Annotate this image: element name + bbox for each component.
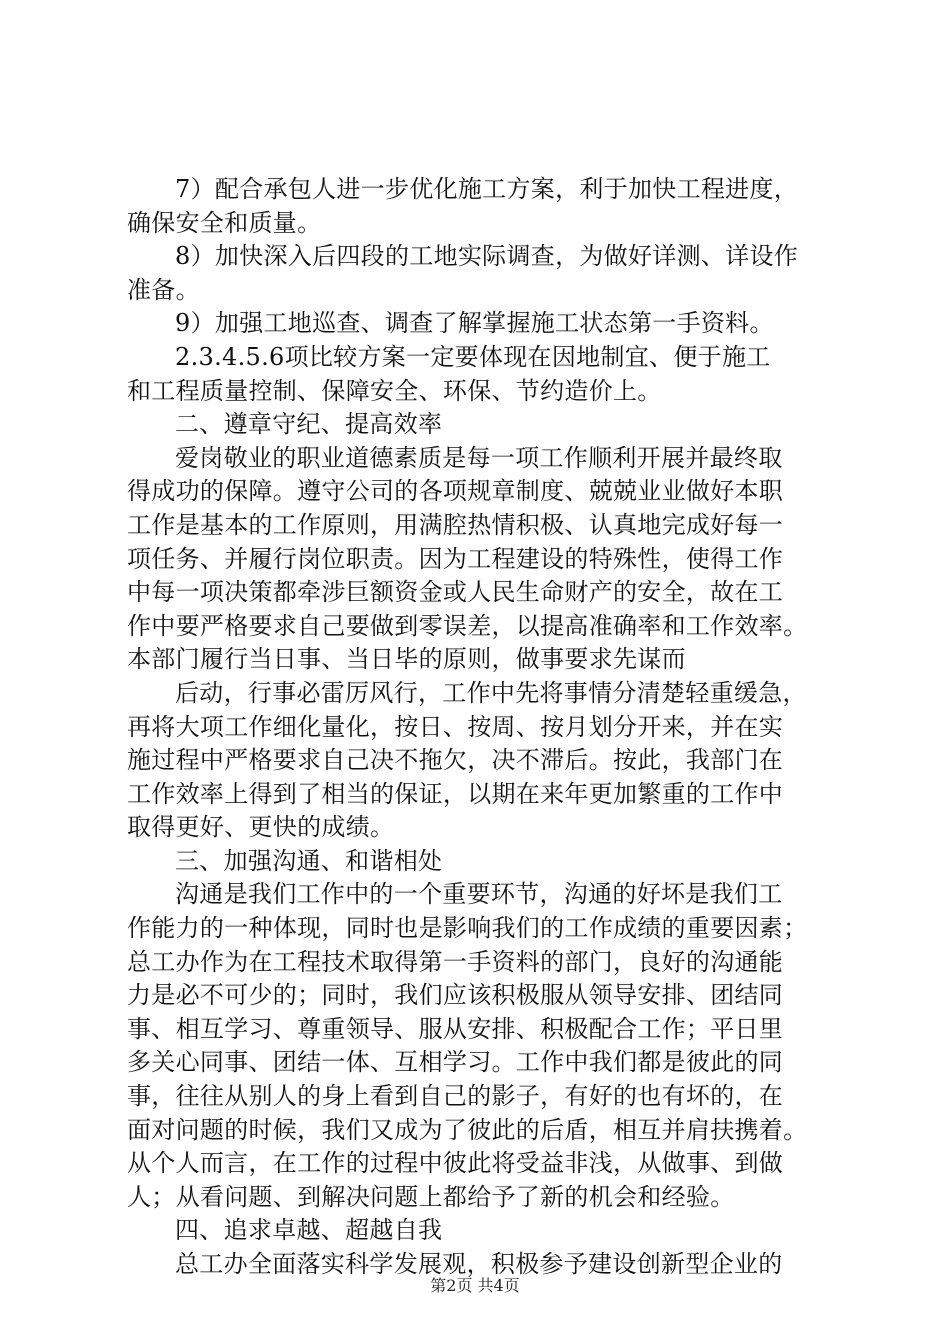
text-line: 取得更好、更快的成绩。 — [127, 813, 395, 842]
text-line: 2.3.4.5.6项比较方案一定要体现在因地制宜、便于施工 — [175, 342, 771, 371]
text-line: 事，往往从别人的身上看到自己的影子，有好的也有坏的，在 — [127, 1082, 784, 1111]
text-line: 得成功的保障。遵守公司的各项规章制度、兢兢业业做好本职 — [127, 477, 784, 506]
text-line: 作能力的一种体现，同时也是影响我们的工作成绩的重要因素； — [127, 914, 808, 943]
text-line: 准备。 — [127, 275, 200, 304]
page-number-footer: 第2页 共4页 — [430, 1276, 520, 1295]
section-heading-2: 二、遵章守纪、提高效率 — [175, 410, 443, 439]
text-line: 力是必不可少的；同时，我们应该积极服从领导安排、团结同 — [127, 981, 784, 1010]
section-heading-4: 四、追求卓越、超越自我 — [175, 1216, 443, 1245]
paragraph-start: 沟通是我们工作中的一个重要环节，沟通的好坏是我们工 — [175, 880, 783, 909]
text-line: 中每一项决策都牵涉巨额资金或人民生命财产的安全，故在工 — [127, 578, 784, 607]
paragraph-start: 总工办全面落实科学发展观，积极参予建设创新型企业的 — [175, 1250, 783, 1278]
text-line: 工作是基本的工作原则，用满腔热情积极、认真地完成好每一 — [127, 510, 784, 539]
document-body — [127, 173, 839, 1282]
text-line: 作中要严格要求自己要做到零误差，以提高准确率和工作效率。 — [127, 611, 808, 640]
text-line: 面对问题的时候，我们又成为了彼此的后盾，相互并肩扶携着。 — [127, 1115, 808, 1144]
text-line: 总工办作为在工程技术取得第一手资料的部门，良好的沟通能 — [127, 947, 784, 976]
text-line: 再将大项工作细化量化，按日、按周、按月划分开来，并在实 — [127, 712, 784, 741]
text-line: 和工程质量控制、保障安全、环保、节约造价上。 — [127, 376, 662, 405]
paragraph-start: 爱岗敬业的职业道德素质是每一项工作顺利开展并最终取 — [175, 443, 783, 472]
text-line: 从个人而言，在工作的过程中彼此将受益非浅，从做事、到做 — [127, 1149, 784, 1178]
text-line: 多关心同事、团结一体、互相学习。工作中我们都是彼此的同 — [127, 1048, 784, 1077]
list-item-8: 8）加快深入后四段的工地实际调查，为做好详测、详设作 — [175, 242, 799, 271]
text-line: 事、相互学习、尊重领导、服从安排、积极配合工作；平日里 — [127, 1014, 784, 1043]
section-heading-3: 三、加强沟通、和谐相处 — [175, 846, 443, 875]
text-line: 项任务、并履行岗位职责。因为工程建设的特殊性，使得工作 — [127, 544, 784, 573]
text-line: 本部门履行当日事、当日毕的原则，做事要求先谋而 — [127, 645, 686, 674]
text-line: 施过程中严格要求自己决不拖欠，决不滞后。按此，我部门在 — [127, 746, 784, 775]
text-line: 确保安全和质量。 — [127, 208, 322, 237]
text-line: 人；从看问题、到解决问题上都给予了新的机会和经验。 — [127, 1182, 735, 1211]
text-line: 工作效率上得到了相当的保证，以期在来年更加繁重的工作中 — [127, 779, 784, 808]
paragraph-start: 后动，行事必雷厉风行，工作中先将事情分清楚轻重缓急， — [175, 678, 807, 707]
list-item-7: 7）配合承包人进一步优化施工方案，利于加快工程进度， — [175, 175, 799, 203]
list-item-9: 9）加强工地巡查、调查了解掌握施工状态第一手资料。 — [175, 309, 774, 338]
